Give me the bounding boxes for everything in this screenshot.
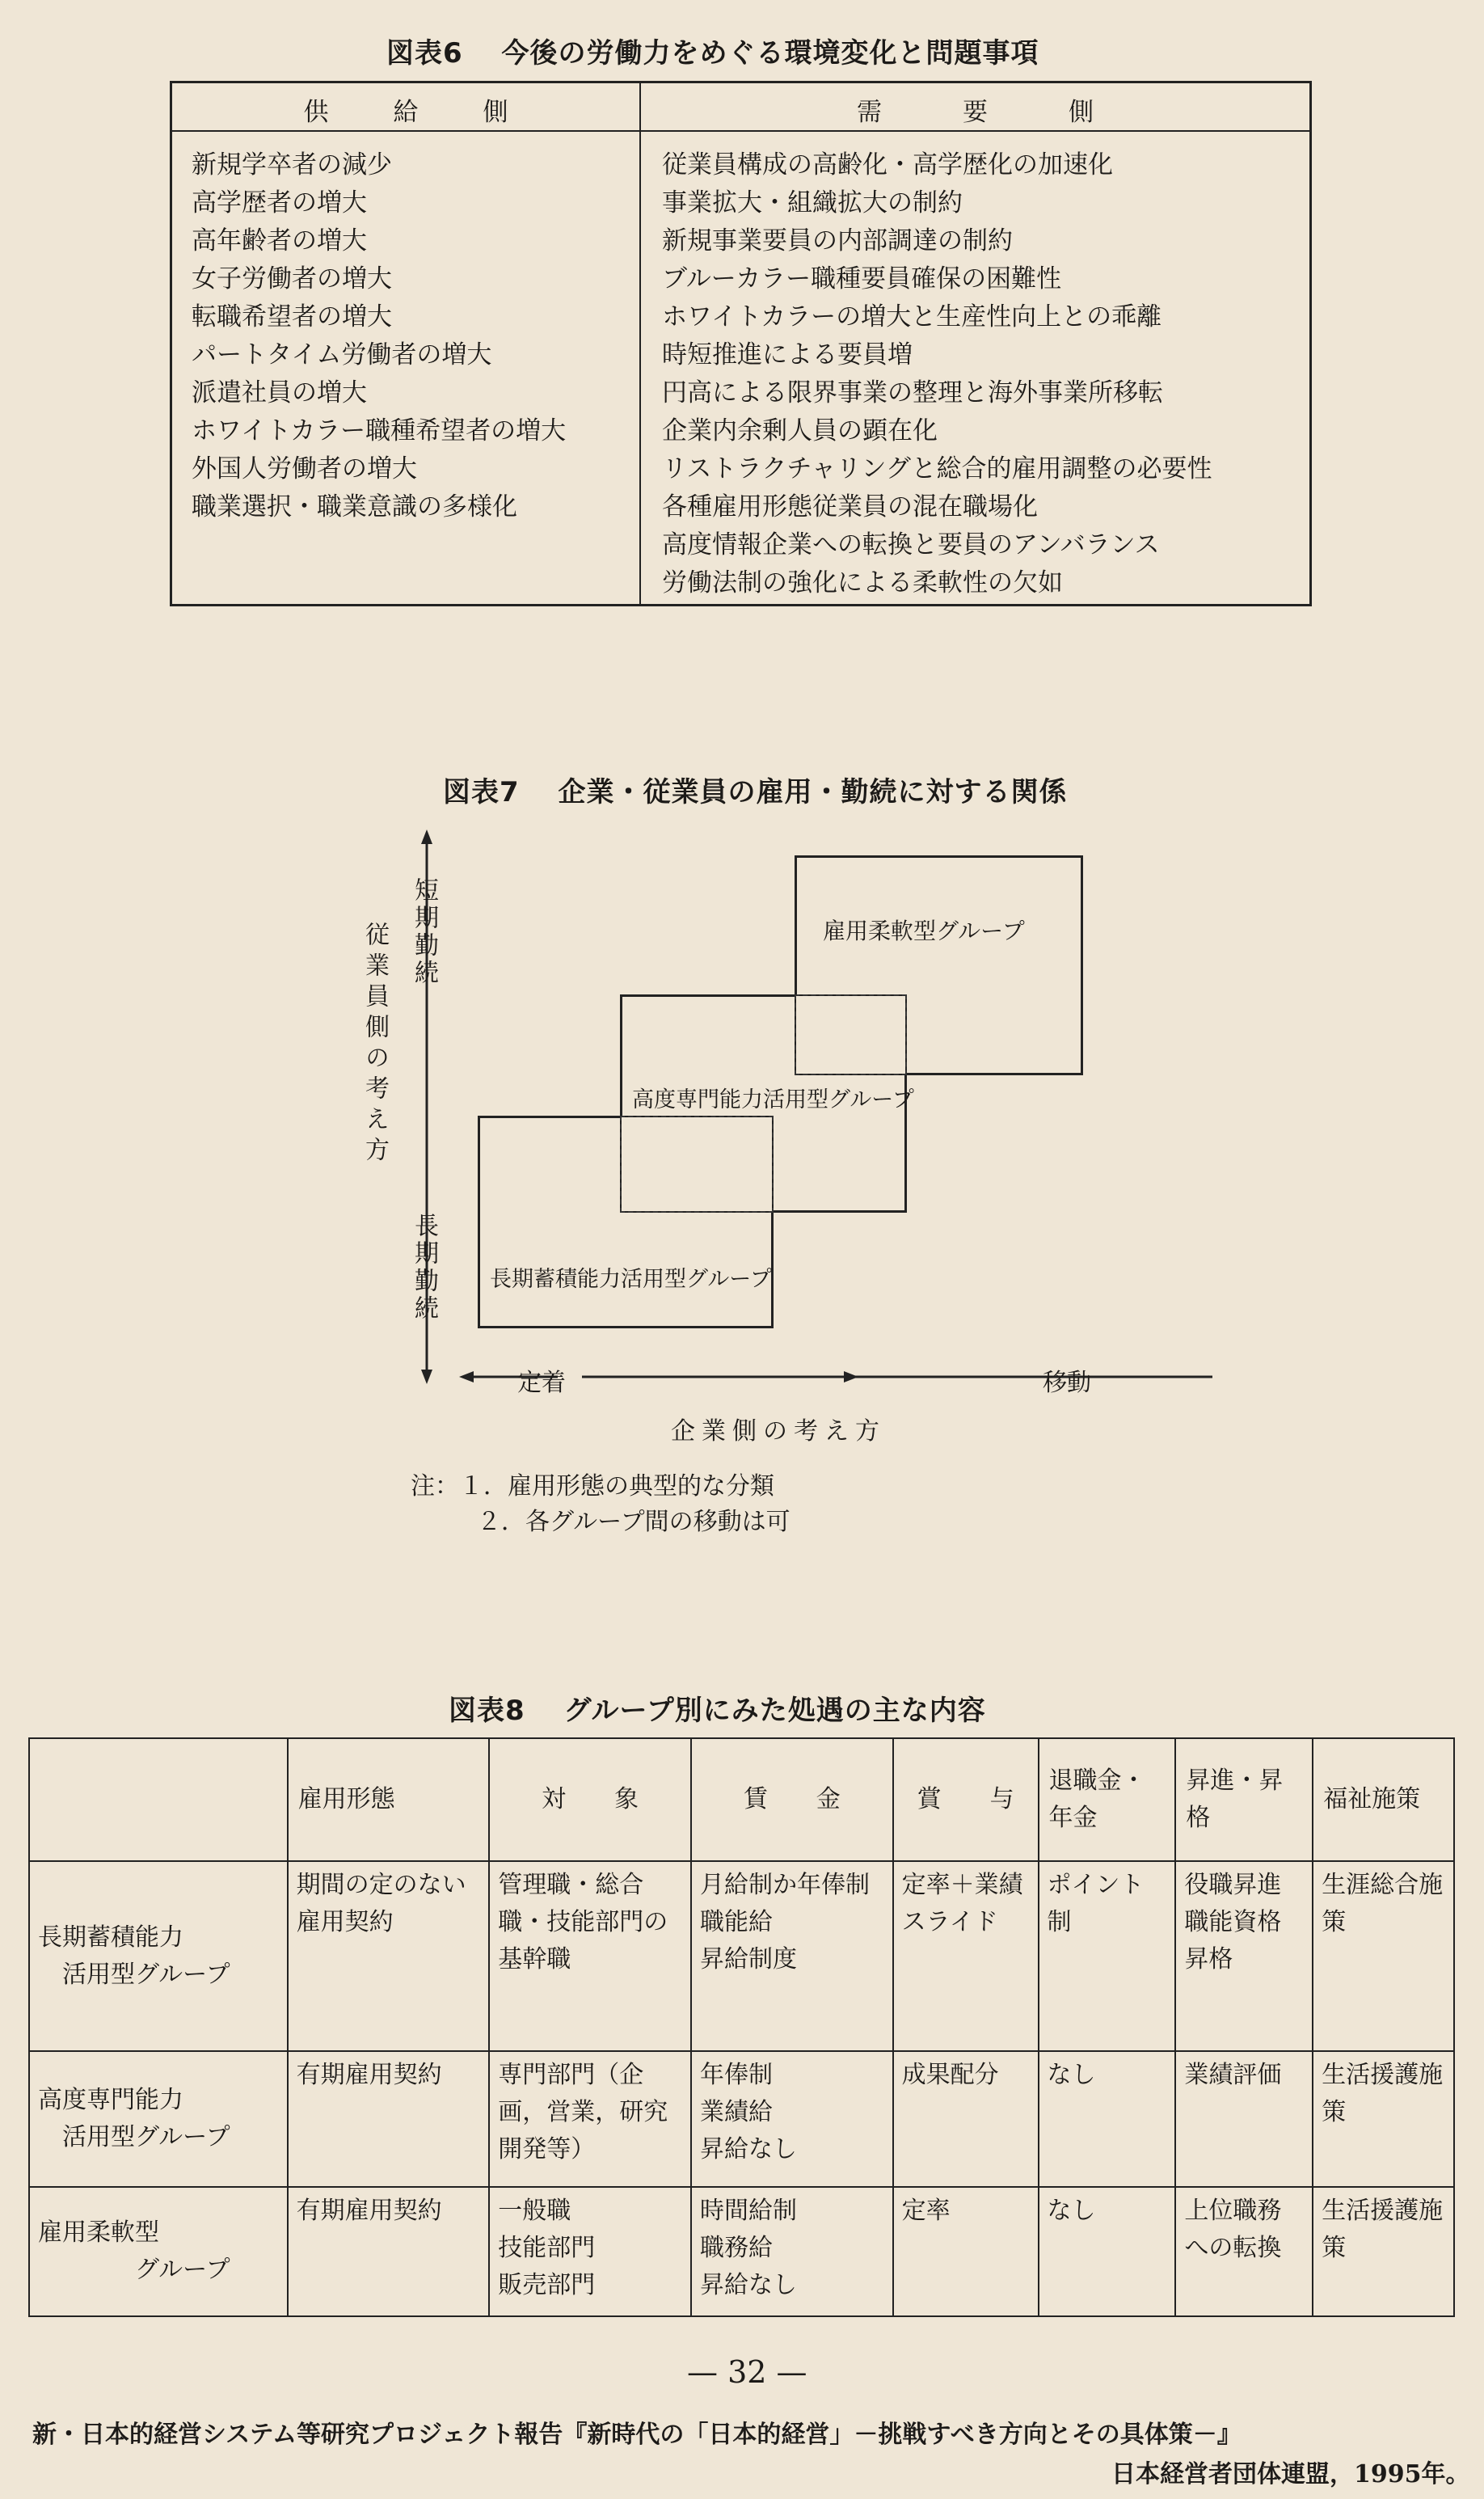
demand-list — [662, 146, 1212, 602]
table-cell: 年俸制 業績給 昇給なし — [691, 2051, 893, 2187]
header-cell: 賞 与 — [893, 1738, 1039, 1861]
box-flexible-label: 雇用柔軟型グループ — [823, 918, 1025, 944]
table-row — [29, 1861, 1454, 2051]
x-right-label: 移動 — [1043, 1369, 1091, 1397]
header-cell: 対 象 — [489, 1738, 691, 1861]
header-cell: 昇進・昇格 — [1175, 1738, 1313, 1861]
header-cell: 雇用形態 — [288, 1738, 490, 1861]
figure8-table — [28, 1737, 1455, 2317]
table-cell: 生活援護施策 — [1313, 2187, 1454, 2316]
table-cell: なし — [1039, 2051, 1176, 2187]
source-publisher: 日本経営者団体連盟，1995年。 — [1111, 2460, 1470, 2488]
demand-header: 需要側 — [857, 98, 1174, 127]
figure7-title: 図表7 企業・従業員の雇用・勤続に対する関係 — [443, 776, 1068, 808]
list-item: 新規学卒者の減少 — [192, 150, 392, 179]
table-cell: 管理職・総合職・技能部門の基幹職 — [489, 1861, 691, 2051]
table-cell: なし — [1039, 2187, 1176, 2316]
figure6-title: 図表6 今後の労働力をめぐる環境変化と問題事項 — [386, 37, 1039, 70]
list-item: ホワイトカラー職種希望者の増大 — [192, 416, 567, 445]
supply-list — [192, 146, 566, 526]
table-cell: 有期雇用契約 — [288, 2051, 490, 2187]
source-citation: 新・日本的経営システム等研究プロジェクト報告『新時代の「日本的経営」－挑戦すべき方向とその具体策－』 — [32, 2421, 1242, 2449]
x-left-label: 定着 — [517, 1369, 566, 1397]
table-cell: 有期雇用契約 — [288, 2187, 490, 2316]
note-1: 注：１．雇用形態の典型的な分類 — [411, 1472, 774, 1501]
table-cell: 生活援護施策 — [1313, 2051, 1454, 2187]
table-header-row — [29, 1738, 1454, 1861]
table-cell: 役職昇進 職能資格 昇格 — [1175, 1861, 1313, 2051]
header-cell: 退職金・年金 — [1039, 1738, 1176, 1861]
list-item: 円高による限界事業の整理と海外事業所移転 — [662, 378, 1163, 407]
table-cell: 定率 — [893, 2187, 1039, 2316]
y-bottom-label: 長期勤続 — [410, 1213, 438, 1323]
column-divider — [639, 83, 641, 604]
y-top-label: 短期勤続 — [410, 877, 438, 987]
page-number: — 32 — — [687, 2354, 807, 2390]
header-divider — [172, 130, 1309, 132]
table-cell: 上位職務への転換 — [1175, 2187, 1313, 2316]
table-cell: 生涯総合施策 — [1313, 1861, 1454, 2051]
list-item: 外国人労働者の増大 — [192, 454, 417, 483]
table-cell: 業績評価 — [1175, 2051, 1313, 2187]
list-item: 女子労働者の増大 — [192, 264, 392, 293]
table-cell: 専門部門（企画，営業，研究開発等） — [489, 2051, 691, 2187]
list-item: リストラクチャリングと総合的雇用調整の必要性 — [662, 454, 1212, 483]
group-label: 長期蓄積能力 活用型グループ — [29, 1861, 288, 2051]
table-cell: 月給制か年俸制 職能給 昇給制度 — [691, 1861, 893, 2051]
list-item: ブルーカラー職種要員確保の困難性 — [662, 264, 1062, 293]
group-label: 高度専門能力 活用型グループ — [29, 2051, 288, 2187]
list-item: 新規事業要員の内部調達の制約 — [662, 226, 1013, 255]
header-blank — [29, 1738, 288, 1861]
list-item: 事業拡大・組織拡大の制約 — [662, 188, 963, 217]
table-cell: 期間の定のない雇用契約 — [288, 1861, 490, 2051]
box-specialist-label: 高度専門能力活用型グループ — [632, 1087, 914, 1112]
list-item: 派遣社員の増大 — [192, 378, 367, 407]
list-item: 労働法制の強化による柔軟性の欠如 — [662, 568, 1063, 597]
list-item: 企業内余剰人員の顕在化 — [662, 416, 938, 445]
table-row — [29, 2051, 1454, 2187]
list-item: 職業選択・職業意識の多様化 — [192, 492, 517, 521]
y-axis-label: 従業員側の考え方 — [360, 922, 389, 1167]
table-cell: ポイント制 — [1039, 1861, 1176, 2051]
group-label: 雇用柔軟型 グループ — [29, 2187, 288, 2316]
list-item: パートタイム労働者の増大 — [192, 340, 492, 369]
list-item: 高年齢者の増大 — [192, 226, 367, 255]
table-cell: 時間給制 職務給 昇給なし — [691, 2187, 893, 2316]
list-item: 高度情報企業への転換と要員のアンバランス — [662, 530, 1160, 559]
table-row — [29, 2187, 1454, 2316]
header-cell: 福祉施策 — [1313, 1738, 1454, 1861]
header-cell: 賃 金 — [691, 1738, 893, 1861]
list-item: 転職希望者の増大 — [192, 302, 392, 331]
note-2: ２．各グループ間の移動は可 — [477, 1508, 790, 1536]
box-longterm-label: 長期蓄積能力活用型グループ — [490, 1267, 772, 1292]
table-cell: 成果配分 — [893, 2051, 1039, 2187]
figure6-table — [170, 81, 1312, 606]
list-item: ホワイトカラーの増大と生産性向上との乖離 — [662, 302, 1162, 331]
list-item: 時短推進による要員増 — [662, 340, 913, 369]
list-item: 従業員構成の高齢化・高学歴化の加速化 — [662, 150, 1113, 179]
figure8-title: 図表8 グループ別にみた処遇の主な内容 — [449, 1695, 986, 1727]
list-item: 高学歴者の増大 — [192, 188, 367, 217]
table-cell: 一般職 技能部門 販売部門 — [489, 2187, 691, 2316]
table-cell: 定率＋業績スライド — [893, 1861, 1039, 2051]
list-item: 各種雇用形態従業員の混在職場化 — [662, 492, 1038, 521]
x-axis-label: 企業側の考え方 — [671, 1417, 886, 1446]
supply-header: 供給側 — [303, 98, 573, 127]
